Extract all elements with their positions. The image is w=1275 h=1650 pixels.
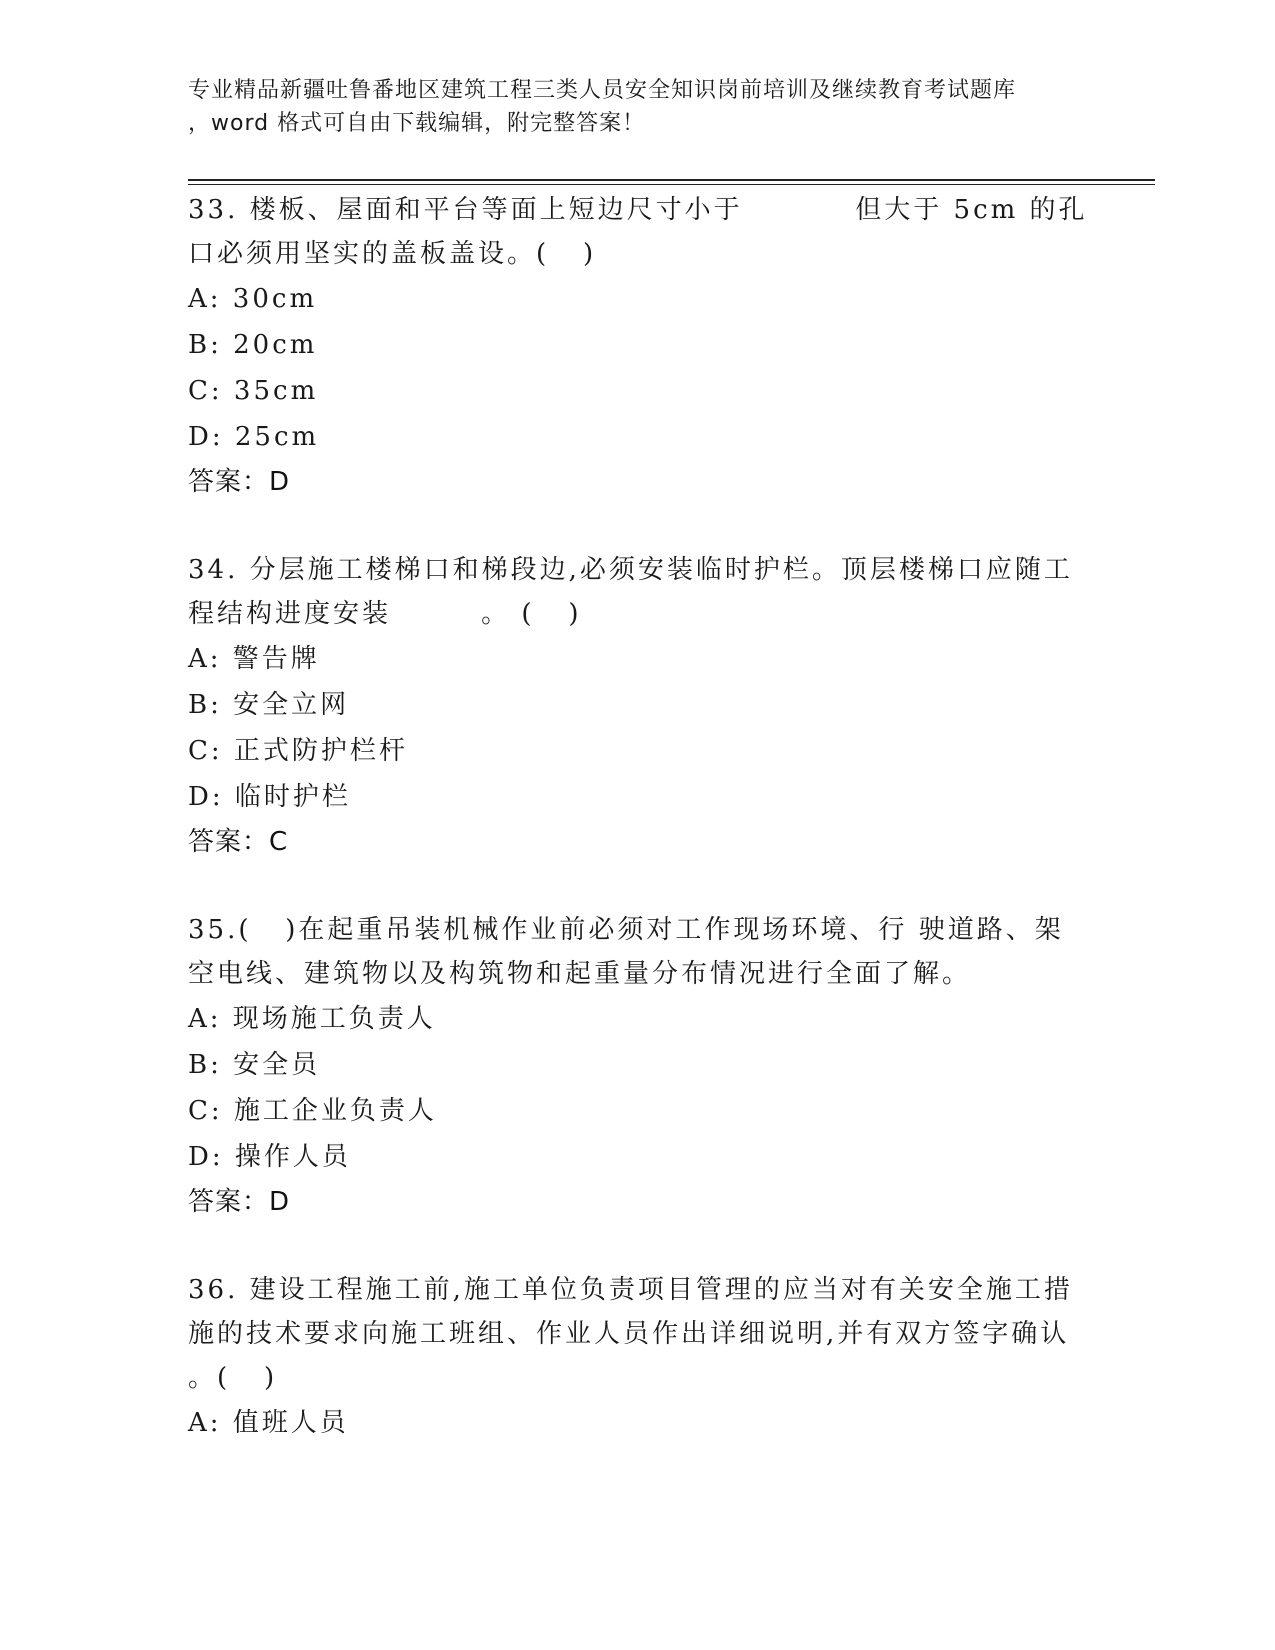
answer: 答案：D bbox=[188, 1187, 291, 1217]
question-34 bbox=[188, 548, 1088, 864]
option-d: D: 25cm bbox=[188, 422, 320, 452]
option-c: C: 正式防护栏杆 bbox=[188, 736, 408, 766]
page-header bbox=[188, 74, 1088, 140]
question-36 bbox=[188, 1268, 1088, 1446]
question-text-line: 施的技术要求向施工班组、作业人员作出详细说明,并有双方签字确认 bbox=[188, 1319, 1070, 1349]
question-33 bbox=[188, 188, 1088, 504]
question-text-line: 程结构进度安装 。 ( ) bbox=[188, 599, 582, 629]
question-text-line: 口必须用坚实的盖板盖设。( ) bbox=[188, 239, 597, 269]
option-b: B: 20cm bbox=[188, 330, 318, 360]
option-b: B: 安全员 bbox=[188, 1050, 321, 1080]
question-text-line: 空电线、建筑物以及构筑物和起重量分布情况进行全面了解。 bbox=[188, 959, 972, 989]
header-title-line-2: ，word 格式可自由下载编辑，附完整答案！ bbox=[188, 111, 646, 136]
answer: 答案：D bbox=[188, 467, 291, 497]
option-c: C: 35cm bbox=[188, 376, 319, 406]
option-c: C: 施工企业负责人 bbox=[188, 1096, 437, 1126]
header-divider-thin bbox=[188, 184, 1155, 185]
option-d: D: 操作人员 bbox=[188, 1142, 351, 1172]
header-divider bbox=[188, 179, 1155, 181]
option-a: A: 30cm bbox=[188, 284, 318, 314]
answer: 答案：C bbox=[188, 827, 289, 857]
header-title-line-1: 专业精品新疆吐鲁番地区建筑工程三类人员安全知识岗前培训及继续教育考试题库 bbox=[188, 78, 1017, 103]
question-text-line: 34. 分层施工楼梯口和梯段边,必须安装临时护栏。顶层楼梯口应随工 bbox=[188, 555, 1073, 585]
question-list bbox=[188, 188, 1088, 1446]
question-text-line: 35.( )在起重吊装机械作业前必须对工作现场环境、行 驶道路、架 bbox=[188, 915, 1064, 945]
option-d: D: 临时护栏 bbox=[188, 782, 351, 812]
question-text-line: 。( ) bbox=[188, 1363, 278, 1393]
option-b: B: 安全立网 bbox=[188, 690, 350, 720]
option-a: A: 警告牌 bbox=[188, 644, 320, 674]
option-a: A: 值班人员 bbox=[188, 1408, 349, 1438]
question-35 bbox=[188, 908, 1088, 1224]
question-text-line: 33. 楼板、屋面和平台等面上短边尺寸小于 但大于 5cm 的孔 bbox=[188, 195, 1088, 225]
option-a: A: 现场施工负责人 bbox=[188, 1004, 436, 1034]
question-text-line: 36. 建设工程施工前,施工单位负责项目管理的应当对有关安全施工措 bbox=[188, 1275, 1073, 1305]
